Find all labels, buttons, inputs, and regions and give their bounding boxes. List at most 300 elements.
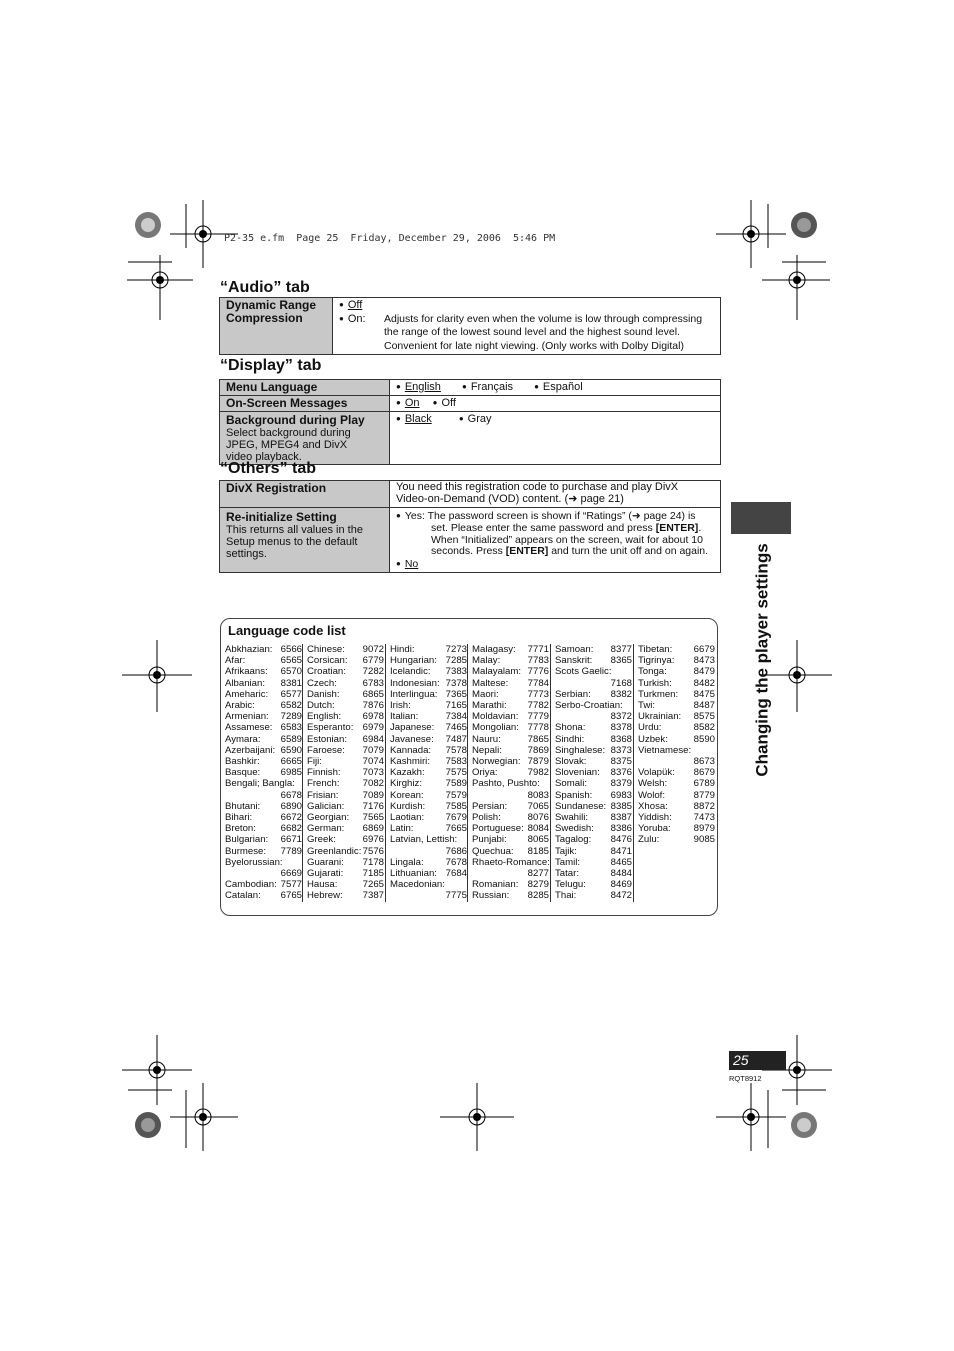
language-code: 8872 (693, 800, 715, 812)
language-name: Arabic: (225, 700, 255, 712)
language-name: Serbo-Croatian: (555, 700, 623, 712)
language-entry (555, 857, 632, 868)
language-code: 7383 (445, 666, 467, 678)
language-code: 7583 (445, 756, 467, 768)
language-name: Xhosa: (638, 800, 668, 812)
language-entry (307, 767, 384, 778)
language-code: 7473 (693, 812, 715, 824)
language-entry (555, 890, 632, 901)
language-entry (472, 834, 549, 845)
language-entry (390, 700, 467, 711)
language-code: 6672 (280, 812, 302, 824)
file-header: P2-35 e.fm Page 25 Friday, December 29, 2006 5:46 PM (224, 233, 556, 244)
language-entry (638, 778, 715, 789)
language-code: 7387 (362, 890, 384, 902)
language-code: 8277 (527, 868, 549, 880)
language-name: Malay: (472, 655, 501, 667)
language-code: 7865 (527, 733, 549, 745)
background-options: ● Black ● Gray (390, 412, 721, 465)
language-entry (390, 678, 467, 689)
language-entry (472, 756, 549, 767)
language-entry (638, 689, 715, 700)
language-entry (555, 879, 632, 890)
language-column (225, 644, 302, 902)
language-name: Laotian: (390, 812, 425, 824)
language-code: 7079 (362, 744, 384, 756)
language-name: Telugu: (555, 879, 586, 891)
language-entry (390, 834, 467, 845)
column-divider (633, 644, 634, 902)
language-name: Somali: (555, 778, 587, 790)
language-name: Latin: (390, 823, 414, 835)
language-code: 7773 (527, 688, 549, 700)
language-code: 6566 (280, 644, 302, 655)
option-off: Off (347, 299, 363, 311)
language-code: 6983 (610, 789, 632, 801)
language-entry (225, 879, 302, 890)
language-name: Tagalog: (555, 834, 592, 846)
language-code: 8365 (610, 655, 632, 667)
language-entry (225, 745, 302, 756)
language-entry (555, 644, 632, 655)
language-code: 8378 (610, 722, 632, 734)
language-name: Singhalese: (555, 744, 606, 756)
language-entry (390, 756, 467, 767)
language-code: 7289 (280, 711, 302, 723)
language-entry (307, 678, 384, 689)
language-name: Rhaeto-Romance: (472, 856, 550, 868)
language-code: 9072 (362, 644, 384, 655)
language-code: 8465 (610, 856, 632, 868)
language-entry (555, 778, 632, 789)
language-code: 8375 (610, 756, 632, 768)
language-entry (555, 655, 632, 666)
language-code: 6779 (362, 655, 384, 667)
language-entry (307, 745, 384, 756)
language-entry (472, 700, 549, 711)
language-entry (555, 689, 632, 700)
language-entry (638, 678, 715, 689)
language-name: Tatar: (555, 868, 579, 880)
language-column (638, 644, 715, 846)
language-name: Greenlandic: (307, 845, 362, 857)
language-column (390, 644, 467, 902)
menu-language-options: ● English ● Français ● Español (390, 380, 721, 396)
language-entry (472, 678, 549, 689)
language-code: 6869 (362, 823, 384, 835)
language-code: 7775 (445, 890, 467, 902)
section-side-title: Changing the player settings (752, 543, 772, 777)
language-entry (307, 801, 384, 812)
language-entry (555, 767, 632, 778)
option-yes: Yes: The password screen is shown if “Ratings” (➜ page 24) is (404, 510, 696, 522)
language-entry (555, 700, 632, 711)
language-name: Twi: (638, 700, 656, 712)
language-name: Hindi: (390, 644, 415, 655)
language-entry (225, 734, 302, 745)
language-entry (390, 711, 467, 722)
dynamic-range-options: ● Off ● On: Adjusts for clarity even when the volume is low through compressing the range of the lowest sound level and the highest sound level. Convenient for late night viewing. (Only works with Dolby Digital) (333, 298, 721, 355)
language-entry (390, 666, 467, 677)
language-code: 8084 (527, 823, 549, 835)
language-entry (638, 644, 715, 655)
language-code: 7185 (362, 868, 384, 880)
language-entry (225, 689, 302, 700)
option-on: On: (347, 312, 366, 325)
language-entry (638, 767, 715, 778)
language-name: Slovenian: (555, 767, 600, 779)
language-entry (390, 689, 467, 700)
language-entry (225, 790, 302, 801)
language-entry (307, 812, 384, 823)
language-name: Korean: (390, 789, 424, 801)
language-name: Burmese: (225, 845, 267, 857)
language-entry (225, 655, 302, 666)
language-entry (390, 823, 467, 834)
language-code: 8590 (693, 733, 715, 745)
language-code-title: Language code list (228, 623, 346, 638)
language-name: Urdu: (638, 722, 662, 734)
language-name: Finnish: (307, 767, 341, 779)
language-code: 7282 (362, 666, 384, 678)
language-code: 8368 (610, 733, 632, 745)
language-entry (555, 801, 632, 812)
language-name: Zulu: (638, 834, 660, 846)
language-entry (638, 812, 715, 823)
language-name: Greek: (307, 834, 336, 846)
language-entry (225, 890, 302, 901)
language-name: Russian: (472, 890, 510, 902)
language-name: Indonesian: (390, 677, 440, 689)
language-entry (555, 790, 632, 801)
language-name: Breton: (225, 823, 256, 835)
bullet-icon (396, 510, 405, 522)
bullet-icon (534, 381, 543, 393)
language-name: Interlingua: (390, 688, 438, 700)
language-name: Pashto, Pushto: (472, 778, 540, 790)
language-column (307, 644, 384, 902)
language-entry (638, 823, 715, 834)
language-entry (390, 734, 467, 745)
bullet-icon (396, 558, 405, 570)
language-code: 7074 (362, 756, 384, 768)
language-entry (638, 655, 715, 666)
language-code: 8471 (610, 845, 632, 857)
language-name: Frisian: (307, 789, 339, 801)
language-name: Volapük: (638, 767, 675, 779)
language-entry (555, 711, 632, 722)
language-code: 7378 (445, 677, 467, 689)
language-name: Wolof: (638, 789, 666, 801)
language-code: 7065 (527, 800, 549, 812)
audio-table (219, 297, 721, 355)
language-code: 7776 (527, 666, 549, 678)
language-name: Afar: (225, 655, 246, 667)
language-code: 8385 (610, 800, 632, 812)
others-table (219, 480, 721, 573)
language-name: Portuguese: (472, 823, 524, 835)
language-name: Georgian: (307, 812, 350, 824)
language-entry (307, 857, 384, 868)
language-entry (390, 890, 467, 901)
language-name: Kannada: (390, 744, 432, 756)
language-name: Italian: (390, 711, 419, 723)
language-entry (472, 846, 549, 857)
language-name: Shona: (555, 722, 586, 734)
language-name: Basque: (225, 767, 261, 779)
bullet-icon (396, 413, 405, 425)
language-name: Yoruba: (638, 823, 671, 835)
language-code: 7684 (445, 868, 467, 880)
language-entry (555, 834, 632, 845)
bullet-icon (339, 313, 348, 325)
language-name: Lingala: (390, 856, 424, 868)
language-name: Moldavian: (472, 711, 519, 723)
language-name: Kazakh: (390, 767, 425, 779)
language-code: 7178 (362, 856, 384, 868)
language-name: Vietnamese: (638, 744, 692, 756)
language-name: Punjabi: (472, 834, 507, 846)
language-code: 7089 (362, 789, 384, 801)
language-code: 6865 (362, 688, 384, 700)
page-code: RQT8912 (729, 1074, 762, 1083)
bullet-icon (396, 397, 405, 409)
column-divider (550, 644, 551, 902)
language-name: French: (307, 778, 340, 790)
language-entry (555, 666, 632, 677)
language-code: 7771 (527, 644, 549, 655)
language-column (555, 644, 632, 902)
language-name: Ukrainian: (638, 711, 682, 723)
language-code: 8372 (610, 711, 632, 723)
language-entry (225, 801, 302, 812)
language-name: Lithuanian: (390, 868, 437, 880)
language-code: 6570 (280, 666, 302, 678)
language-name: Ameharic: (225, 688, 269, 700)
language-entry (307, 879, 384, 890)
language-name: English: (307, 711, 342, 723)
language-code: 7273 (445, 644, 467, 655)
language-entry (555, 722, 632, 733)
language-entry (390, 879, 467, 890)
page-number: 25 (729, 1051, 786, 1070)
background-label: Background during Play Select background during JPEG, MPEG4 and DivX video playback. (220, 412, 390, 465)
language-entry (555, 868, 632, 879)
bullet-icon (396, 381, 405, 393)
language-entry (307, 700, 384, 711)
language-name: Samoan: (555, 644, 594, 655)
language-name: Tamil: (555, 856, 581, 868)
language-code: 6669 (280, 868, 302, 880)
language-name: Spanish: (555, 789, 593, 801)
language-entry (390, 767, 467, 778)
language-name: Maori: (472, 688, 499, 700)
language-code: 6976 (362, 834, 384, 846)
language-name: Latvian, Lettish: (390, 834, 458, 846)
language-name: Bashkir: (225, 756, 260, 768)
language-entry (472, 655, 549, 666)
language-name: Guarani: (307, 856, 344, 868)
language-name: Armenian: (225, 711, 269, 723)
language-code: 7665 (445, 823, 467, 835)
language-entry (390, 846, 467, 857)
language-entry (307, 756, 384, 767)
language-code: 8482 (693, 677, 715, 689)
column-divider (467, 644, 468, 902)
language-code: 7585 (445, 800, 467, 812)
language-name: Sanskrit: (555, 655, 593, 667)
language-entry (638, 834, 715, 845)
language-code: 7783 (527, 655, 549, 667)
language-entry (307, 666, 384, 677)
language-entry (307, 655, 384, 666)
language-name: Afrikaans: (225, 666, 268, 678)
language-entry (307, 689, 384, 700)
language-name: Chinese: (307, 644, 345, 655)
language-entry (390, 745, 467, 756)
language-code: 8376 (610, 767, 632, 779)
language-name: Esperanto: (307, 722, 354, 734)
language-entry (472, 812, 549, 823)
language-name: Kirghiz: (390, 778, 422, 790)
language-code: 6589 (280, 733, 302, 745)
language-name: Faroese: (307, 744, 345, 756)
language-code: 7579 (445, 789, 467, 801)
language-code: 7575 (445, 767, 467, 779)
column-divider (385, 644, 386, 902)
language-code: 8382 (610, 688, 632, 700)
language-entry (390, 722, 467, 733)
language-code: 7789 (280, 845, 302, 857)
language-name: Cambodian: (225, 879, 277, 891)
language-code: 8083 (527, 789, 549, 801)
language-code: 7778 (527, 722, 549, 734)
language-entry (638, 756, 715, 767)
language-code: 7679 (445, 812, 467, 824)
language-name: Catalan: (225, 890, 261, 902)
language-code: 7879 (527, 756, 549, 768)
language-entry (472, 857, 549, 868)
language-code: 8379 (610, 778, 632, 790)
language-code: 6765 (280, 890, 302, 902)
bullet-icon (459, 413, 468, 425)
language-code: 7165 (445, 700, 467, 712)
language-code: 8381 (280, 677, 302, 689)
language-code: 8476 (610, 834, 632, 846)
language-entry (555, 745, 632, 756)
language-code: 7565 (362, 812, 384, 824)
language-entry (472, 801, 549, 812)
language-code: 7779 (527, 711, 549, 723)
language-entry (638, 711, 715, 722)
language-code: 8575 (693, 711, 715, 723)
language-name: German: (307, 823, 345, 835)
language-entry (307, 734, 384, 745)
language-code: 8387 (610, 812, 632, 824)
language-name: Azerbaijani: (225, 744, 276, 756)
language-code: 8487 (693, 700, 715, 712)
language-name: Aymara: (225, 733, 261, 745)
language-entry (225, 711, 302, 722)
language-entry (472, 778, 549, 789)
language-name: Thai: (555, 890, 577, 902)
language-entry (638, 745, 715, 756)
language-code: 7782 (527, 700, 549, 712)
language-name: Bihari: (225, 812, 253, 824)
language-code: 8779 (693, 789, 715, 801)
language-entry (225, 756, 302, 767)
language-name: Tonga: (638, 666, 667, 678)
language-code: 7265 (362, 879, 384, 891)
language-entry (390, 801, 467, 812)
language-code: 6679 (693, 644, 715, 655)
language-name: Romanian: (472, 879, 519, 891)
language-code: 8484 (610, 868, 632, 880)
language-code: 8377 (610, 644, 632, 655)
others-tab-heading: “Others” tab (220, 460, 317, 477)
language-entry (307, 834, 384, 845)
language-name: Nauru: (472, 733, 501, 745)
language-code: 7982 (527, 767, 549, 779)
language-code: 6678 (280, 789, 302, 801)
language-name: Abkhazian: (225, 644, 273, 655)
language-entry (390, 778, 467, 789)
language-code: 8279 (527, 879, 549, 891)
language-name: Macedonian: (390, 879, 445, 891)
language-entry (307, 846, 384, 857)
language-entry (472, 711, 549, 722)
language-name: Estonian: (307, 733, 348, 745)
language-entry (225, 834, 302, 845)
language-code: 8386 (610, 823, 632, 835)
language-name: Hausa: (307, 879, 338, 891)
language-column (472, 644, 549, 902)
language-entry (225, 678, 302, 689)
language-code: 6665 (280, 756, 302, 768)
language-name: Albanian: (225, 677, 266, 689)
language-entry (390, 868, 467, 879)
menu-language-label: Menu Language (220, 380, 390, 396)
language-name: Maltese: (472, 677, 509, 689)
language-code: 8469 (610, 879, 632, 891)
language-entry (225, 846, 302, 857)
divx-registration-desc: You need this registration code to purchase and play DivX Video-on-Demand (VOD) content. (➜ page 21) (390, 481, 721, 508)
section-tab-block (731, 502, 791, 534)
language-code: 7073 (362, 767, 384, 779)
language-entry (472, 790, 549, 801)
language-name: Icelandic: (390, 666, 431, 678)
language-code: 6671 (280, 834, 302, 846)
language-code: 7082 (362, 778, 384, 790)
language-entry (390, 857, 467, 868)
language-code: 6978 (362, 711, 384, 723)
language-name: Bhutani: (225, 800, 261, 812)
language-entry (638, 722, 715, 733)
language-name: Yiddish: (638, 812, 672, 824)
language-code: 6979 (362, 722, 384, 734)
language-name: Assamese: (225, 722, 273, 734)
bullet-icon (339, 299, 348, 311)
language-name: Tigrinya: (638, 655, 675, 667)
language-entry (472, 734, 549, 745)
language-code: 7176 (362, 800, 384, 812)
language-entry (472, 868, 549, 879)
language-name: Quechua: (472, 845, 514, 857)
language-code: 7678 (445, 856, 467, 868)
language-name: Dutch: (307, 700, 335, 712)
language-entry (225, 812, 302, 823)
language-code: 8373 (610, 744, 632, 756)
